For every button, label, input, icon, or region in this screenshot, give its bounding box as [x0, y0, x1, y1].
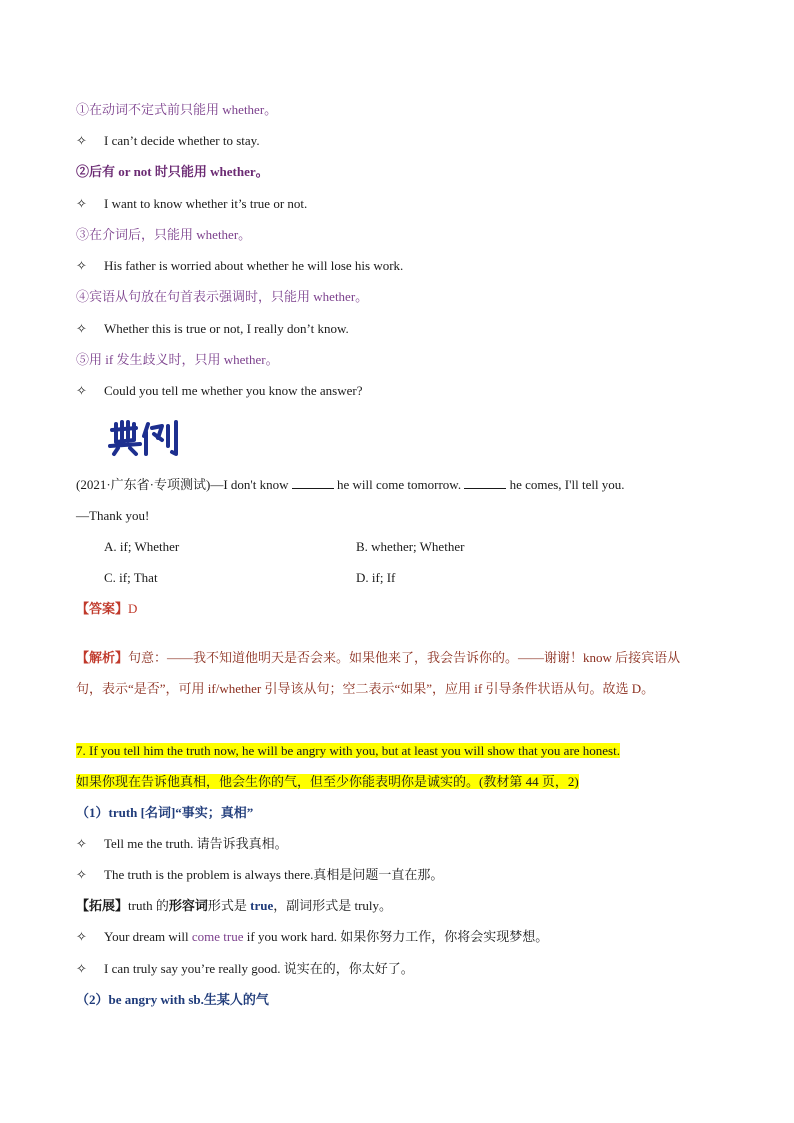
sentence-7-chinese [76, 773, 579, 791]
example-4 [76, 320, 349, 338]
rule-1 [76, 101, 277, 119]
extension-text-a: truth 的 [128, 898, 169, 913]
ext-example-2 [76, 960, 414, 978]
extension-text-e: ，副词形式是 truly。 [273, 898, 393, 913]
example-3-text: His father is worried about whether he will lose his work. [104, 258, 404, 273]
bullet-icon: ✧ [76, 133, 87, 148]
rule-1-number: ① [76, 102, 90, 117]
point-2-phrase: be angry with sb.生某人的气 [108, 992, 269, 1007]
option-c: C. if; That [104, 570, 158, 585]
extension-label: 【拓展】 [76, 898, 129, 913]
ext-example-1-a: Your dream will [104, 929, 192, 944]
rule-2-end: 。 [255, 164, 269, 179]
rule-5-number: ⑤ [76, 352, 90, 367]
blank-2 [464, 476, 506, 489]
example-4-text: Whether this is true or not, I really don’t know. [104, 321, 349, 336]
rule-4 [76, 288, 368, 306]
example-5-text: Could you tell me whether you know the answer? [104, 383, 363, 398]
rule-3-end: 。 [238, 227, 252, 242]
bullet-icon: ✧ [76, 196, 87, 211]
question-reply: —Thank you! [76, 508, 150, 523]
truth-example-2 [76, 866, 443, 884]
sentence-7-english [76, 742, 620, 760]
bullet-icon: ✧ [76, 867, 87, 882]
rule-4-number: ④ [76, 289, 90, 304]
rule-2-keyword-2: whether [210, 164, 256, 179]
example-3 [76, 257, 403, 275]
truth-example-1-text: Tell me the truth. 请告诉我真相。 [104, 836, 288, 851]
rule-5-text: 用 if 发生歧义时，只用 [89, 352, 224, 367]
option-d: D. if; If [356, 570, 396, 585]
rule-2 [76, 163, 269, 181]
rule-1-end: 。 [264, 102, 278, 117]
blank-1 [292, 476, 334, 489]
rule-4-text: 宾语从句放在句首表示强调时，只能用 [89, 289, 314, 304]
rule-3-text: 在介词后，只能用 [89, 227, 197, 242]
analysis-label: 【解析】 [76, 650, 129, 665]
answer [76, 600, 137, 618]
question-stem-a: (2021·广东省·专项测试)—I don't know [76, 477, 292, 492]
analysis-text-1b: know 后接宾语从 [583, 650, 681, 665]
rule-1-keyword: whether [222, 102, 265, 117]
point-2-heading [76, 991, 269, 1009]
example-2 [76, 195, 307, 213]
point-1-number: （1） [76, 805, 109, 820]
ext-example-1 [76, 928, 548, 946]
analysis-text-1a: 句意：——我不知道他明天是否会来。如果他来了，我会告诉你的。——谢谢！ [128, 650, 584, 665]
answer-label: 【答案】 [76, 601, 129, 616]
bullet-icon: ✧ [76, 929, 87, 944]
sentence-7-english-text: 7. If you tell him the truth now, he will be angry with you, but at least you will show that you are honest. [76, 743, 620, 758]
rule-4-end: 。 [355, 289, 369, 304]
extension-text-d: true [250, 898, 274, 913]
bullet-icon: ✧ [76, 961, 87, 976]
option-b: B. whether; Whether [356, 539, 465, 554]
bullet-icon: ✧ [76, 383, 87, 398]
bullet-icon: ✧ [76, 836, 87, 851]
example-1-text: I can’t decide whether to stay. [104, 133, 260, 148]
rule-5-end: 。 [265, 352, 279, 367]
rule-2-keyword-1: or not [118, 164, 152, 179]
option-a: A. if; Whether [104, 539, 180, 554]
rule-4-keyword: whether [313, 289, 356, 304]
point-1-word: truth [名词]“事实；真相” [108, 805, 254, 820]
rule-2-text-a: 后有 [89, 164, 119, 179]
point-2-number: （2） [76, 992, 109, 1007]
truth-example-1 [76, 835, 288, 853]
example-logo-icon [106, 418, 182, 458]
ext-example-1-b: come true [191, 929, 244, 944]
extension-text-c: 形式是 [207, 898, 251, 913]
example-1 [76, 132, 260, 150]
question-stem-b: he will come tomorrow. [333, 477, 465, 492]
extension [76, 897, 392, 915]
extension-text-b: 形容词 [168, 898, 208, 913]
example-5 [76, 382, 363, 400]
point-1-heading [76, 804, 253, 822]
ext-example-1-c: if you work hard. 如果你努力工作，你将会实现梦想。 [243, 929, 549, 944]
rule-5 [76, 351, 279, 369]
analysis-line-1 [76, 649, 680, 667]
truth-example-2-text: The truth is the problem is always there.真相是问题一直在那。 [104, 867, 444, 882]
rule-3 [76, 226, 251, 244]
bullet-icon: ✧ [76, 321, 87, 336]
rule-2-number: ② [76, 164, 90, 179]
rule-3-keyword: whether [196, 227, 239, 242]
example-2-text: I want to know whether it’s true or not. [104, 196, 308, 211]
question-stem [76, 476, 625, 494]
sentence-7-chinese-text: 如果你现在告诉他真相，他会生你的气，但至少你能表明你是诚实的。(教材第 44 页，2) [76, 774, 579, 789]
analysis-line-2: 句，表示“是否”，可用 if/whether 引导该从句；空二表示“如果”，应用 if 引导条件状语从句。故选 D。 [76, 681, 655, 696]
bullet-icon: ✧ [76, 258, 87, 273]
rule-3-number: ③ [76, 227, 90, 242]
rule-2-text-b: 时只能用 [151, 164, 211, 179]
rule-1-text: 在动词不定式前只能用 [89, 102, 223, 117]
question-stem-c: he comes, I'll tell you. [506, 477, 625, 492]
rule-5-keyword: whether [223, 352, 266, 367]
answer-value: D [128, 601, 138, 616]
ext-example-2-text: I can truly say you’re really good. 说实在的，你太好了。 [104, 961, 414, 976]
